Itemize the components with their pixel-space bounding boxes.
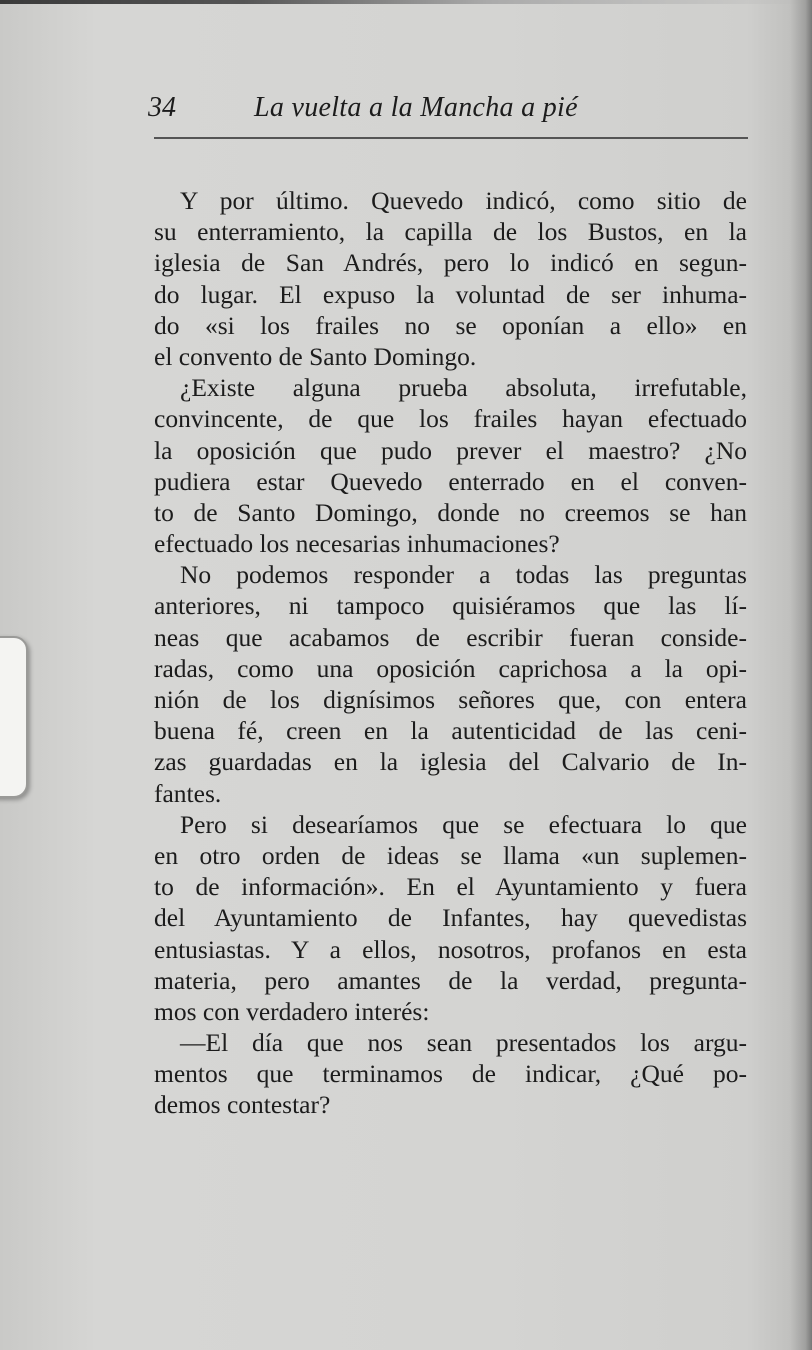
text-line: nión de los dignísimos señores que, con entera: [154, 685, 747, 714]
text-line: do lugar. El expuso la voluntad de ser inhuma-: [154, 279, 747, 309]
page-gutter-shadow: [790, 0, 812, 1350]
text-line: neas que acabamos de escribir fueran conside-: [154, 622, 747, 652]
text-line: entusiastas. Y a ellos, nosotros, profanos en esta: [154, 934, 747, 964]
text-line: radas, como una oposición caprichosa a la opi-: [154, 653, 747, 683]
text-line: —El día que nos sean presentados los argu-: [180, 1028, 747, 1058]
text-line: pudiera estar Quevedo enterrado en el conven-: [154, 466, 747, 496]
text-line: Y por último. Quevedo indicó, como sitio de: [180, 186, 747, 215]
text-line: en otro orden de ideas se llama «un suplemen-: [154, 840, 747, 870]
text-line: do «si los frailes no se oponían a ello» en: [154, 310, 747, 340]
text-line: materia, pero amantes de la verdad, pregunta-: [154, 965, 747, 995]
running-title: La vuelta a la Mancha a pié: [254, 92, 578, 123]
text-line: iglesia de San Andrés, pero lo indicó en segun-: [154, 248, 747, 278]
text-line: el convento de Santo Domingo.: [154, 341, 477, 371]
text-line: buena fé, creen en la autenticidad de las ceni-: [154, 716, 747, 746]
text-line: demos contestar?: [154, 1090, 331, 1120]
page-number: 34: [148, 92, 176, 123]
header-rule: [154, 137, 748, 139]
text-line: mentos que terminamos de indicar, ¿Qué po-: [154, 1059, 747, 1089]
text-line: ¿Existe alguna prueba absoluta, irrefutable,: [180, 373, 747, 403]
text-line: su enterramiento, la capilla de los Bustos, en la: [154, 217, 747, 247]
text-line: zas guardadas en la iglesia del Calvario de In-: [154, 747, 747, 777]
text-line: la oposición que pudo prever el maestro? ¿No: [154, 435, 747, 465]
body-text: [154, 185, 747, 1121]
text-line: Pero si desearíamos que se efectuara lo que: [180, 809, 747, 839]
text-line: anteriores, ni tampoco quisiéramos que las lí-: [154, 591, 747, 621]
text-line: del Ayuntamiento de Infantes, hay quevedistas: [154, 903, 747, 933]
text-line: No podemos responder a todas las preguntas: [180, 560, 747, 590]
text-line: to de información». En el Ayuntamiento y fuera: [154, 872, 747, 902]
page-header: [148, 92, 748, 132]
page-top-edge: [0, 0, 812, 4]
text-line: efectuado los necesarias inhumaciones?: [154, 529, 560, 559]
page-tab-marker: [0, 636, 28, 798]
text-line: to de Santo Domingo, donde no creemos se han: [154, 497, 747, 527]
text-line: fantes.: [154, 778, 222, 808]
text-line: mos con verdadero interés:: [154, 996, 430, 1026]
text-line: convincente, de que los frailes hayan efectuado: [154, 404, 747, 434]
